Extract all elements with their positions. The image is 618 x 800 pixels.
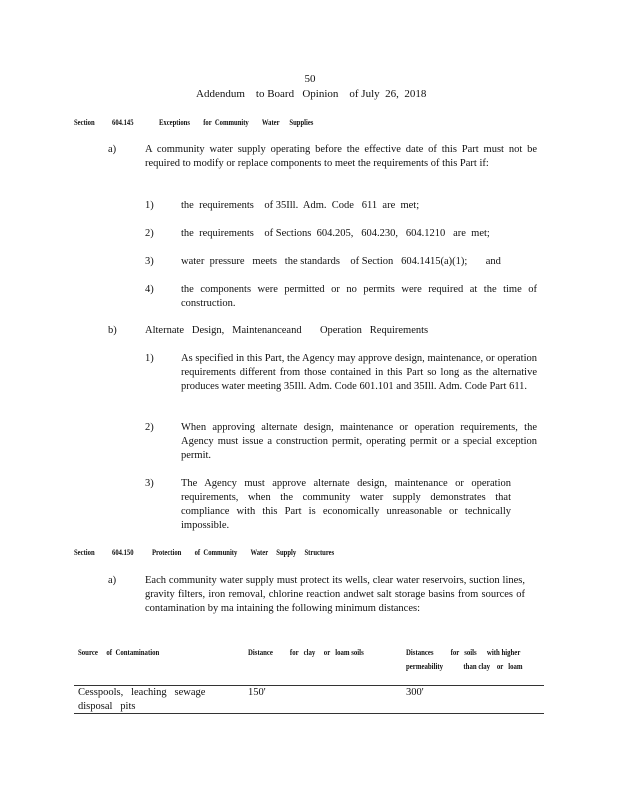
addendum-line: Addendum to Board Opinion of July 26, 2018 (196, 88, 427, 100)
table-cell-higher-permeability: 300' (406, 687, 424, 698)
list-item-text: water pressure meets the standards of Section 604.1415(a)(1); and (181, 256, 501, 267)
list-item-text: the requirements of Sections 604.205, 604.230, 604.1210 are met; (181, 228, 490, 239)
subsection-b-text: Alternate Design, Maintenanceand Operation Requirements (145, 325, 429, 336)
subsection-a-text: Each community water supply must protect its wells, clear water reservoirs, suction lines, gravity filters, iron removal, chlorine reaction andwet salt storage basins from sources of contamination by ma intaining the following minimum distances: (145, 575, 525, 614)
section-604-145-heading (74, 117, 554, 131)
section-title: Exceptions for Community Water Supplies (159, 117, 314, 127)
section-label: Section (74, 547, 95, 557)
list-item-label: 2) (145, 422, 154, 433)
table-cell-source: Cesspools, leaching sewage disposal pits (78, 687, 209, 712)
section-604-150-heading (74, 547, 554, 561)
subsection-a-label: a) (108, 144, 117, 155)
list-item-text: the components were permitted or no permits were required at the time of construction. (181, 284, 537, 309)
section-number: 604.150 (112, 547, 134, 557)
list-item-label: 1) (145, 200, 154, 211)
list-item-text: When approving alternate design, maintenance or operation requirements, the Agency must issue a construction permit, operating permit or a special exception permit. (181, 422, 537, 461)
list-item-label: 3) (145, 478, 154, 489)
section-number: 604.145 (112, 117, 134, 127)
table-header-clay-loam: Distance for clay or loam soils (248, 647, 364, 657)
table-header-higher-permeability: Distances for soils with higher permeability than clay or loam (406, 647, 529, 671)
list-item-text: As specified in this Part, the Agency may approve design, maintenance, or operation requirements different from those contained in this Part so long as the alternative produces water meeting 35Ill. Adm. Code 601.101 and 35Ill. Adm. Code Part 611. (181, 353, 537, 392)
subsection-b-label: b) (108, 325, 117, 336)
list-item-label: 4) (145, 284, 154, 295)
subsection-a-label: a) (108, 575, 117, 586)
list-item-label: 1) (145, 353, 154, 364)
page-number: 50 (304, 73, 316, 85)
table-rule (74, 713, 544, 714)
list-item-label: 2) (145, 228, 154, 239)
list-item-text: The Agency must approve alternate design, maintenance or operation requirements, when the community water supply demonstrates that compliance with this Part is economically unreasonable or technically impossible. (181, 478, 511, 531)
subsection-a-text: A community water supply operating before the effective date of this Part must not be required to modify or replace components to meet the requirements of this Part if: (145, 144, 537, 169)
section-label: Section (74, 117, 95, 127)
list-item-text: the requirements of 35Ill. Adm. Code 611 are met; (181, 200, 420, 211)
table-cell-clay-loam: 150' (248, 687, 266, 698)
list-item-label: 3) (145, 256, 154, 267)
table-header-source: Source of Contamination (78, 647, 160, 657)
section-title: Protection of Community Water Supply Structures (152, 547, 335, 557)
